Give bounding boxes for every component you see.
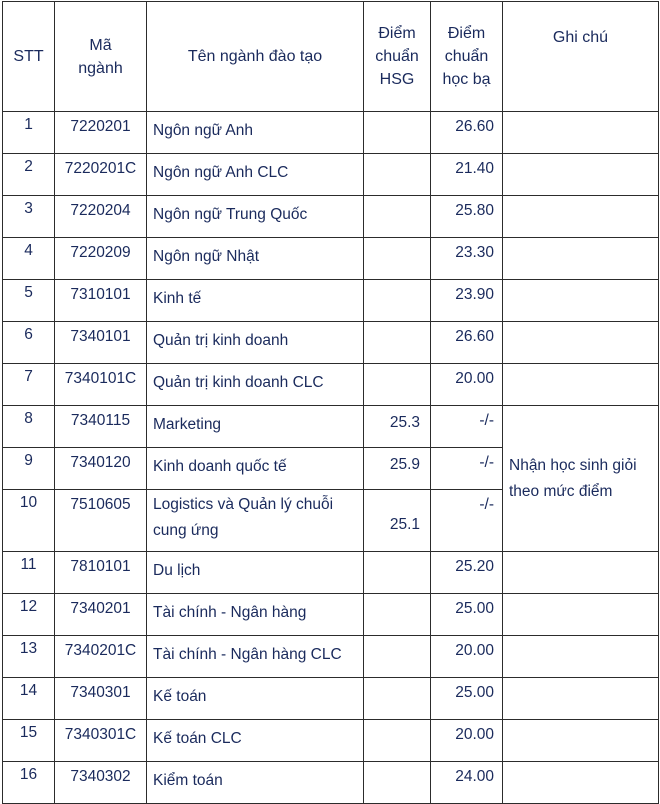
cell-ten-nganh xyxy=(147,636,364,678)
table-row xyxy=(3,594,659,636)
cell-ten-nganh xyxy=(147,678,364,720)
cell-line: Marketing xyxy=(153,416,222,433)
cell-ma-nganh: 7310101 xyxy=(55,280,147,322)
cell-diem-hoc-ba: 20.00 xyxy=(431,720,503,762)
cell-line: Ngôn ngữ Anh CLC xyxy=(153,164,289,181)
table-row xyxy=(3,364,659,406)
cell-diem-hoc-ba: 25.00 xyxy=(431,678,503,720)
header-ma-nganh xyxy=(55,2,147,112)
cell-ghi-chu xyxy=(503,678,659,720)
cell-line: Kế toán CLC xyxy=(153,730,242,747)
cell-ma-nganh: 7340101C xyxy=(55,364,147,406)
cell-diem-hsg xyxy=(364,112,431,154)
cell-diem-hoc-ba: -/- xyxy=(431,406,503,448)
cell-diem-hsg xyxy=(364,154,431,196)
cell-diem-hsg xyxy=(364,762,431,804)
cell-line: Nhận học sinh giỏi xyxy=(509,456,637,474)
cell-ma-nganh: 7340201 xyxy=(55,594,147,636)
cell-stt: 3 xyxy=(3,196,55,238)
header-stt: STT xyxy=(3,2,55,112)
cell-stt: 13 xyxy=(3,636,55,678)
cell-ghi-chu xyxy=(503,594,659,636)
table-row xyxy=(3,762,659,804)
cell-ten-nganh xyxy=(147,280,364,322)
cell-ghi-chu xyxy=(503,364,659,406)
cell-line: Kế toán xyxy=(153,688,207,705)
cell-line: Tài chính - Ngân hàng CLC xyxy=(153,646,342,663)
header-line: Điểm xyxy=(378,25,416,42)
cell-stt: 7 xyxy=(3,364,55,406)
cell-line: Ngôn ngữ Nhật xyxy=(153,248,260,265)
cell-ghi-chu xyxy=(503,762,659,804)
cell-diem-hoc-ba: 23.30 xyxy=(431,238,503,280)
cell-stt: 14 xyxy=(3,678,55,720)
cell-ten-nganh xyxy=(147,238,364,280)
cell-stt: 1 xyxy=(3,112,55,154)
table-row xyxy=(3,552,659,594)
cell-stt: 15 xyxy=(3,720,55,762)
admission-score-table xyxy=(2,1,659,804)
table-row xyxy=(3,238,659,280)
cell-ten-nganh xyxy=(147,112,364,154)
cell-ma-nganh: 7340301C xyxy=(55,720,147,762)
cell-stt: 6 xyxy=(3,322,55,364)
cell-ghi-chu xyxy=(503,552,659,594)
table-row xyxy=(3,154,659,196)
cell-diem-hsg xyxy=(364,364,431,406)
cell-stt: 16 xyxy=(3,762,55,804)
cell-diem-hoc-ba: 23.90 xyxy=(431,280,503,322)
cell-diem-hsg xyxy=(364,636,431,678)
cell-ten-nganh xyxy=(147,720,364,762)
cell-diem-hsg xyxy=(364,678,431,720)
cell-line: cung ứng xyxy=(153,522,219,539)
cell-diem-hoc-ba: 25.20 xyxy=(431,552,503,594)
table-body xyxy=(3,112,659,804)
cell-diem-hoc-ba: 24.00 xyxy=(431,762,503,804)
cell-diem-hoc-ba: 20.00 xyxy=(431,636,503,678)
cell-ma-nganh: 7340301 xyxy=(55,678,147,720)
header-line: Điểm xyxy=(447,25,486,42)
cell-diem-hsg: 25.9 xyxy=(364,448,431,490)
cell-line: Kinh tế xyxy=(153,290,202,307)
cell-diem-hsg xyxy=(364,238,431,280)
cell-diem-hoc-ba: 25.00 xyxy=(431,594,503,636)
cell-ghi-chu xyxy=(503,636,659,678)
header-ghi-chu: Ghi chú xyxy=(503,2,659,112)
cell-ten-nganh xyxy=(147,552,364,594)
cell-ten-nganh xyxy=(147,762,364,804)
table-row xyxy=(3,280,659,322)
header-line: HSG xyxy=(379,71,415,88)
cell-ma-nganh: 7810101 xyxy=(55,552,147,594)
cell-diem-hoc-ba: 21.40 xyxy=(431,154,503,196)
table-row xyxy=(3,406,659,448)
cell-ma-nganh: 7510605 xyxy=(55,490,147,552)
cell-stt: 11 xyxy=(3,552,55,594)
cell-line: Kinh doanh quốc tế xyxy=(153,458,287,475)
cell-ten-nganh xyxy=(147,196,364,238)
cell-line: Logistics và Quản lý chuỗi xyxy=(153,496,334,513)
cell-diem-hsg xyxy=(364,594,431,636)
cell-ghi-chu xyxy=(503,280,659,322)
cell-ten-nganh xyxy=(147,490,364,552)
cell-line: Kiểm toán xyxy=(153,772,223,789)
table-row xyxy=(3,196,659,238)
cell-diem-hsg xyxy=(364,196,431,238)
cell-diem-hsg: 25.3 xyxy=(364,406,431,448)
cell-ten-nganh xyxy=(147,322,364,364)
header-line: chuẩn xyxy=(444,48,489,65)
cell-ten-nganh xyxy=(147,448,364,490)
cell-stt: 12 xyxy=(3,594,55,636)
header-diem-hoc-ba xyxy=(431,2,503,112)
cell-ten-nganh xyxy=(147,594,364,636)
table-row xyxy=(3,720,659,762)
cell-ghi-chu xyxy=(503,112,659,154)
cell-ten-nganh xyxy=(147,406,364,448)
cell-stt: 5 xyxy=(3,280,55,322)
cell-diem-hoc-ba: 20.00 xyxy=(431,364,503,406)
cell-line: Quản trị kinh doanh xyxy=(153,332,289,349)
cell-ghi-chu xyxy=(503,238,659,280)
cell-ghi-chu xyxy=(503,322,659,364)
cell-stt: 10 xyxy=(3,490,55,552)
cell-diem-hoc-ba: 26.60 xyxy=(431,322,503,364)
cell-line: Du lịch xyxy=(153,562,201,579)
header-line: học bạ xyxy=(442,71,491,88)
cell-line: Ngôn ngữ Anh xyxy=(153,122,254,139)
cell-diem-hoc-ba: 26.60 xyxy=(431,112,503,154)
cell-stt: 4 xyxy=(3,238,55,280)
header-line: Mã xyxy=(89,36,112,54)
cell-diem-hsg xyxy=(364,280,431,322)
cell-diem-hoc-ba: 25.80 xyxy=(431,196,503,238)
cell-diem-hsg xyxy=(364,720,431,762)
cell-ten-nganh xyxy=(147,364,364,406)
cell-line: theo mức điểm xyxy=(509,482,613,500)
cell-diem-hoc-ba: -/- xyxy=(431,448,503,490)
table-row xyxy=(3,678,659,720)
cell-ghi-chu xyxy=(503,196,659,238)
table-header-row xyxy=(3,2,659,112)
header-diem-hsg xyxy=(364,2,431,112)
cell-line: Ngôn ngữ Trung Quốc xyxy=(153,206,308,223)
cell-ma-nganh: 7340302 xyxy=(55,762,147,804)
table-row xyxy=(3,112,659,154)
cell-diem-hsg: 25.1 xyxy=(364,490,431,552)
cell-stt: 8 xyxy=(3,406,55,448)
cell-ma-nganh: 7340201C xyxy=(55,636,147,678)
table-row xyxy=(3,636,659,678)
cell-ghi-chu-merged xyxy=(503,406,659,552)
cell-line: Quản trị kinh doanh CLC xyxy=(153,374,324,391)
header-line: ngành xyxy=(78,59,123,77)
cell-diem-hoc-ba: -/- xyxy=(431,490,503,552)
cell-ghi-chu xyxy=(503,154,659,196)
cell-ma-nganh: 7340120 xyxy=(55,448,147,490)
cell-diem-hsg xyxy=(364,322,431,364)
cell-diem-hsg xyxy=(364,552,431,594)
cell-stt: 9 xyxy=(3,448,55,490)
cell-ghi-chu xyxy=(503,720,659,762)
cell-ma-nganh: 7220209 xyxy=(55,238,147,280)
cell-ma-nganh: 7340101 xyxy=(55,322,147,364)
header-ten-nganh: Tên ngành đào tạo xyxy=(147,2,364,112)
cell-ma-nganh: 7220204 xyxy=(55,196,147,238)
table-row xyxy=(3,322,659,364)
cell-ma-nganh: 7220201 xyxy=(55,112,147,154)
cell-stt: 2 xyxy=(3,154,55,196)
header-line: chuẩn xyxy=(375,48,419,65)
cell-ten-nganh xyxy=(147,154,364,196)
cell-ma-nganh: 7340115 xyxy=(55,406,147,448)
cell-line: Tài chính - Ngân hàng xyxy=(153,604,307,621)
cell-ma-nganh: 7220201C xyxy=(55,154,147,196)
